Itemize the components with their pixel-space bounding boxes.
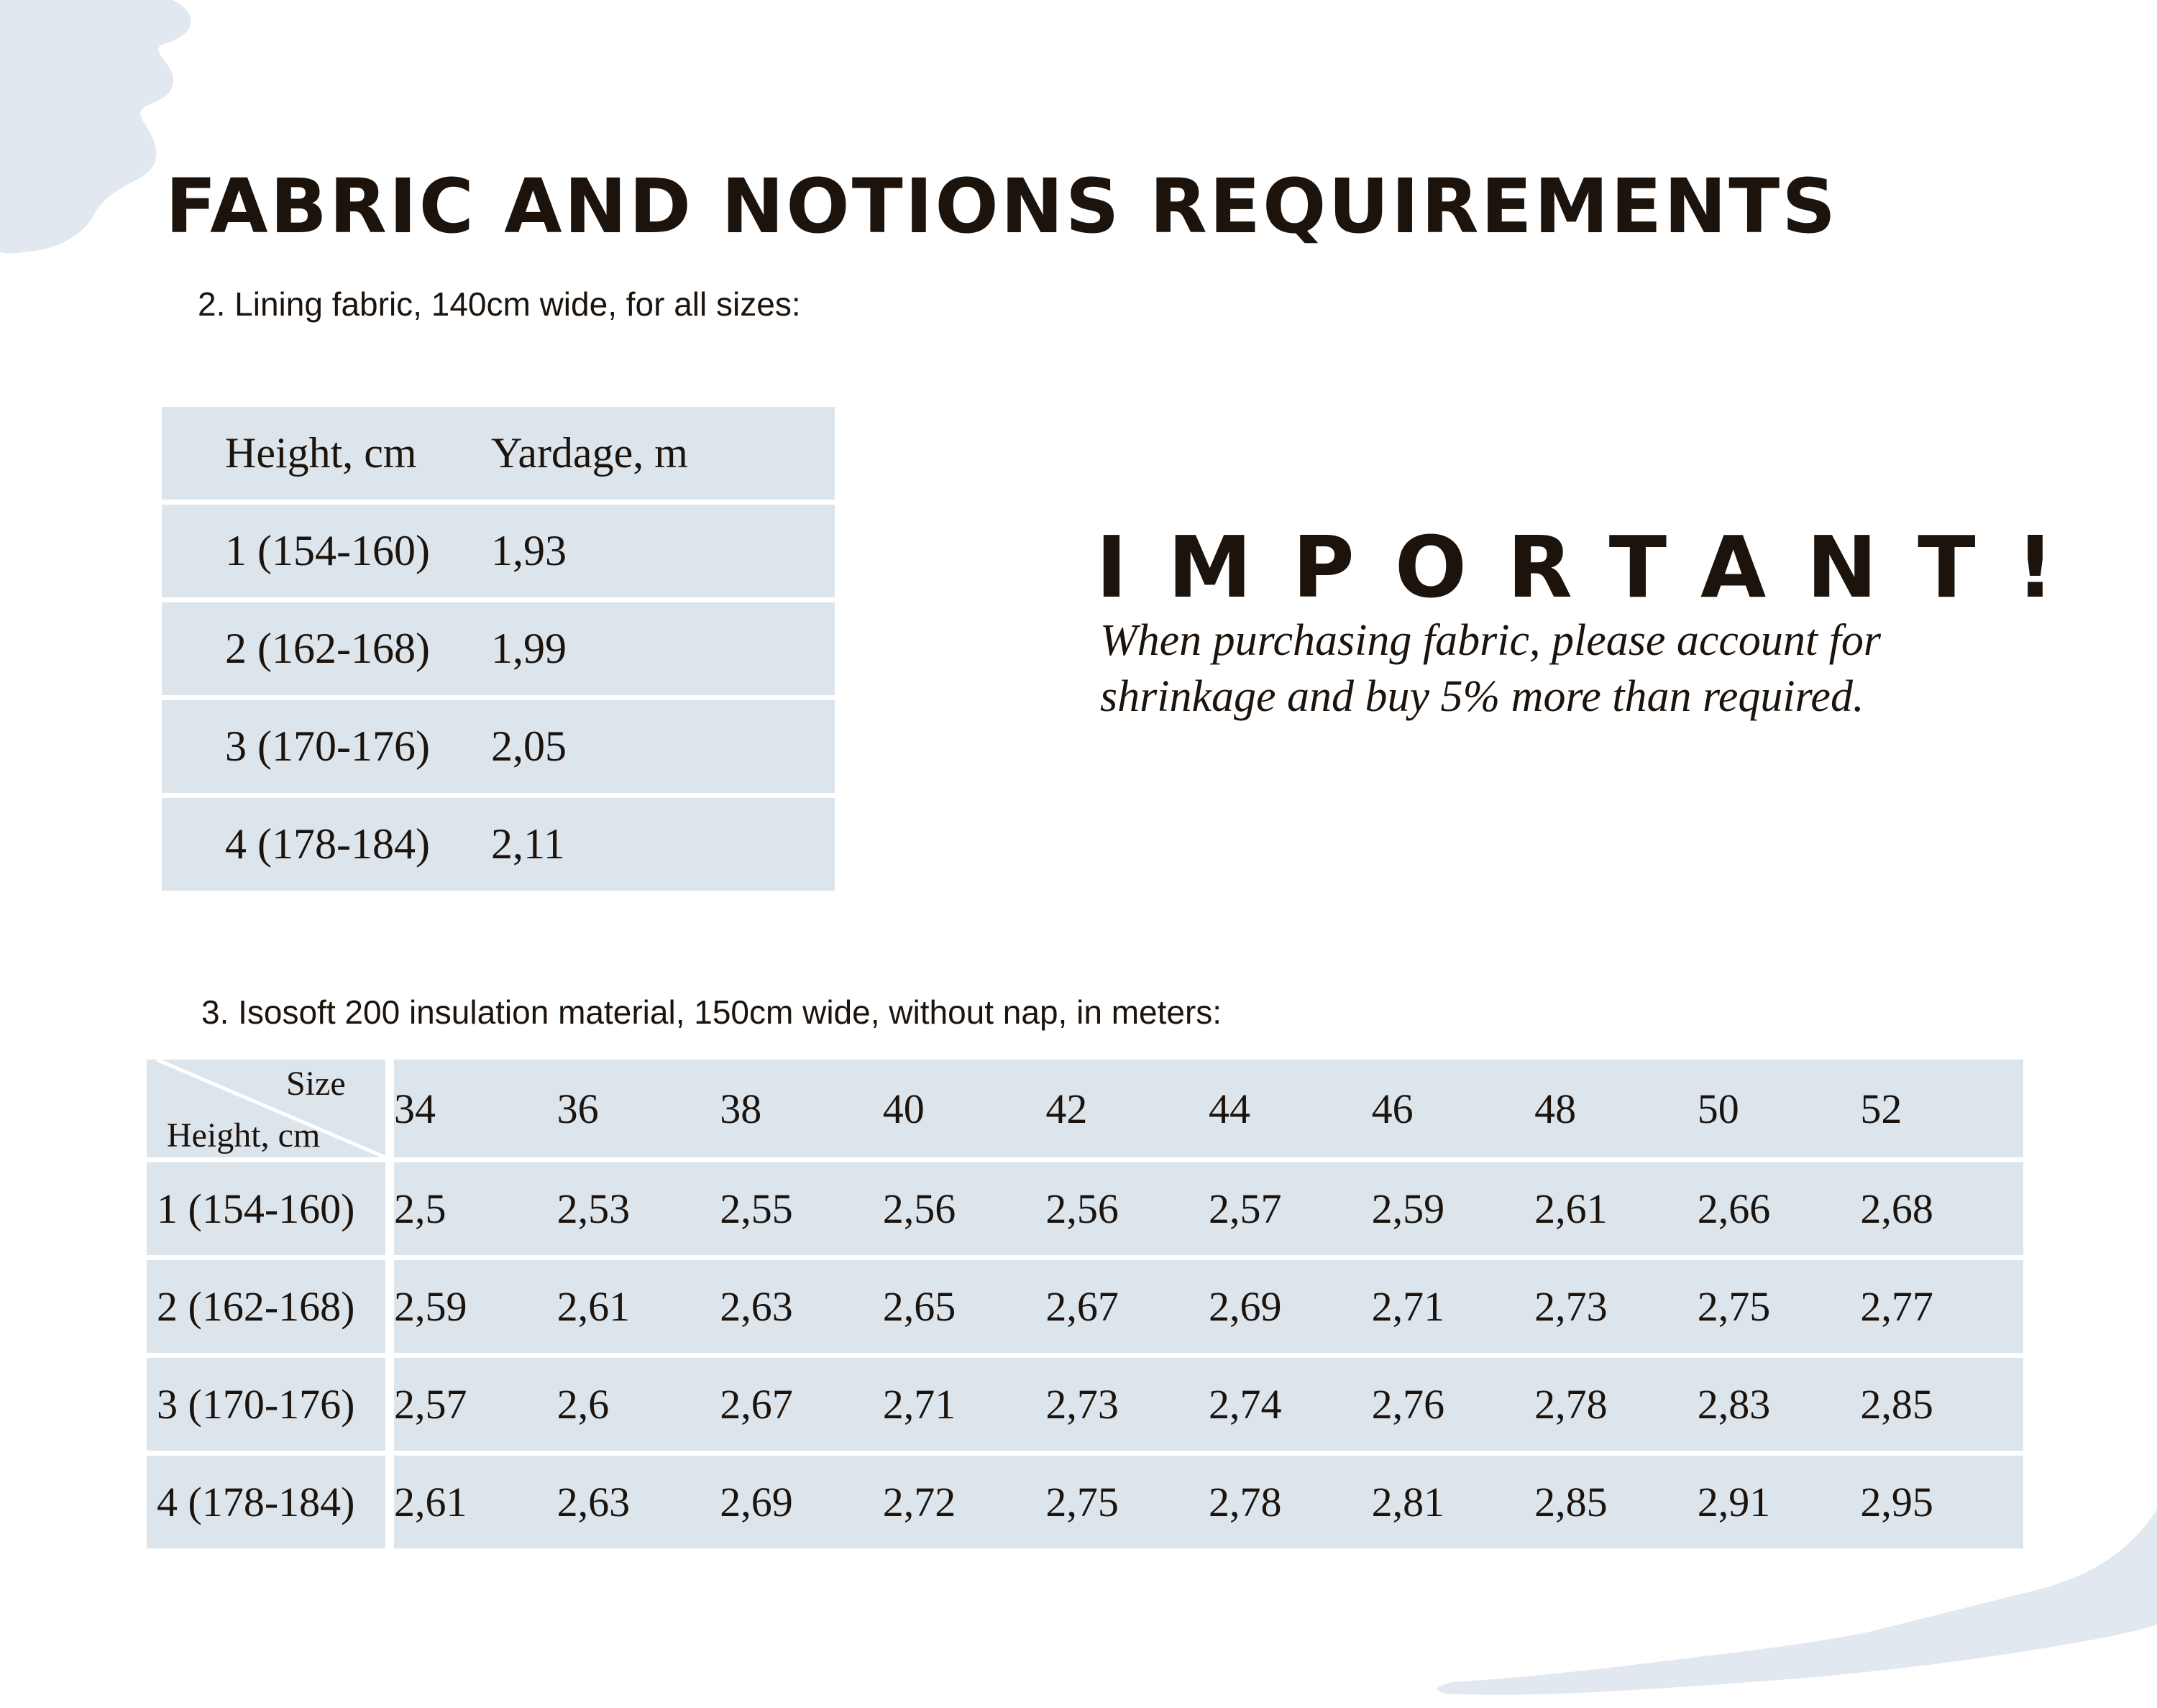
value-cell: 2,55 xyxy=(720,1162,883,1255)
value-cell: 2,5 xyxy=(394,1162,557,1255)
value-cell: 2,73 xyxy=(1045,1358,1209,1451)
table-row xyxy=(147,1358,2023,1451)
value-cell: 2,85 xyxy=(1534,1456,1698,1548)
value-cell: 2,69 xyxy=(720,1456,883,1548)
value-cell: 2,67 xyxy=(1045,1260,1209,1353)
value-cell: 2,75 xyxy=(1045,1456,1209,1548)
value-cell: 2,59 xyxy=(394,1260,557,1353)
height-cell: 3 (170-176) xyxy=(147,1358,394,1451)
table-header-row xyxy=(162,407,835,500)
column-header-height: Height, cm xyxy=(162,407,491,500)
value-cell: 2,61 xyxy=(1534,1162,1698,1255)
important-note: When purchasing fabric, please account for shrinkage and buy 5% more than required. xyxy=(1100,616,1881,721)
size-header: 38 xyxy=(720,1060,883,1157)
corner-size-label: Size xyxy=(286,1065,346,1103)
size-header: 42 xyxy=(1045,1060,1209,1157)
yardage-cell: 2,05 xyxy=(491,700,835,793)
height-cell: 4 (178-184) xyxy=(162,798,491,891)
value-cell: 2,91 xyxy=(1698,1456,1861,1548)
value-cell: 2,59 xyxy=(1372,1162,1535,1255)
table-row xyxy=(147,1456,2023,1548)
page-title: FABRIC AND NOTIONS REQUIREMENTS xyxy=(165,162,1838,250)
height-cell: 1 (154-160) xyxy=(162,505,491,597)
yardage-cell: 1,93 xyxy=(491,505,835,597)
value-cell: 2,75 xyxy=(1698,1260,1861,1353)
column-header-yardage: Yardage, m xyxy=(491,407,835,500)
lining-fabric-label: 2. Lining fabric, 140cm wide, for all sizes: xyxy=(198,285,801,323)
value-cell: 2,77 xyxy=(1860,1260,2023,1353)
value-cell: 2,69 xyxy=(1209,1260,1372,1353)
height-cell: 2 (162-168) xyxy=(147,1260,394,1353)
value-cell: 2,68 xyxy=(1860,1162,2023,1255)
height-cell: 2 (162-168) xyxy=(162,602,491,695)
table-row xyxy=(147,1162,2023,1255)
value-cell: 2,71 xyxy=(1372,1260,1535,1353)
table-row xyxy=(162,700,835,793)
height-cell: 1 (154-160) xyxy=(147,1162,394,1255)
table-header-row xyxy=(147,1060,2023,1157)
value-cell: 2,6 xyxy=(557,1358,720,1451)
lining-yardage-table xyxy=(162,402,835,896)
value-cell: 2,61 xyxy=(394,1456,557,1548)
value-cell: 2,61 xyxy=(557,1260,720,1353)
value-cell: 2,78 xyxy=(1534,1358,1698,1451)
value-cell: 2,65 xyxy=(883,1260,1046,1353)
value-cell: 2,56 xyxy=(1045,1162,1209,1255)
value-cell: 2,56 xyxy=(883,1162,1046,1255)
insulation-table xyxy=(147,1055,2023,1553)
size-header: 52 xyxy=(1860,1060,2023,1157)
corner-header-cell xyxy=(147,1060,394,1157)
value-cell: 2,74 xyxy=(1209,1358,1372,1451)
value-cell: 2,67 xyxy=(720,1358,883,1451)
value-cell: 2,78 xyxy=(1209,1456,1372,1548)
value-cell: 2,85 xyxy=(1860,1358,2023,1451)
table-row xyxy=(162,505,835,597)
value-cell: 2,66 xyxy=(1698,1162,1861,1255)
value-cell: 2,72 xyxy=(883,1456,1046,1548)
table-row xyxy=(162,602,835,695)
value-cell: 2,76 xyxy=(1372,1358,1535,1451)
size-header: 44 xyxy=(1209,1060,1372,1157)
height-cell: 4 (178-184) xyxy=(147,1456,394,1548)
value-cell: 2,95 xyxy=(1860,1456,2023,1548)
value-cell: 2,83 xyxy=(1698,1358,1861,1451)
value-cell: 2,57 xyxy=(1209,1162,1372,1255)
value-cell: 2,53 xyxy=(557,1162,720,1255)
value-cell: 2,57 xyxy=(394,1358,557,1451)
value-cell: 2,63 xyxy=(557,1456,720,1548)
size-header: 46 xyxy=(1372,1060,1535,1157)
size-header: 50 xyxy=(1698,1060,1861,1157)
value-cell: 2,63 xyxy=(720,1260,883,1353)
corner-height-label: Height, cm xyxy=(167,1116,321,1154)
table-row xyxy=(147,1260,2023,1353)
table-row xyxy=(162,798,835,891)
value-cell: 2,81 xyxy=(1372,1456,1535,1548)
size-header: 40 xyxy=(883,1060,1046,1157)
value-cell: 2,73 xyxy=(1534,1260,1698,1353)
value-cell: 2,71 xyxy=(883,1358,1046,1451)
yardage-cell: 2,11 xyxy=(491,798,835,891)
insulation-label: 3. Isosoft 200 insulation material, 150cm wide, without nap, in meters: xyxy=(201,993,1222,1031)
size-header: 36 xyxy=(557,1060,720,1157)
height-cell: 3 (170-176) xyxy=(162,700,491,793)
size-header: 48 xyxy=(1534,1060,1698,1157)
size-header: 34 xyxy=(394,1060,557,1157)
yardage-cell: 1,99 xyxy=(491,602,835,695)
important-heading: IMPORTANT! xyxy=(1096,518,2095,617)
